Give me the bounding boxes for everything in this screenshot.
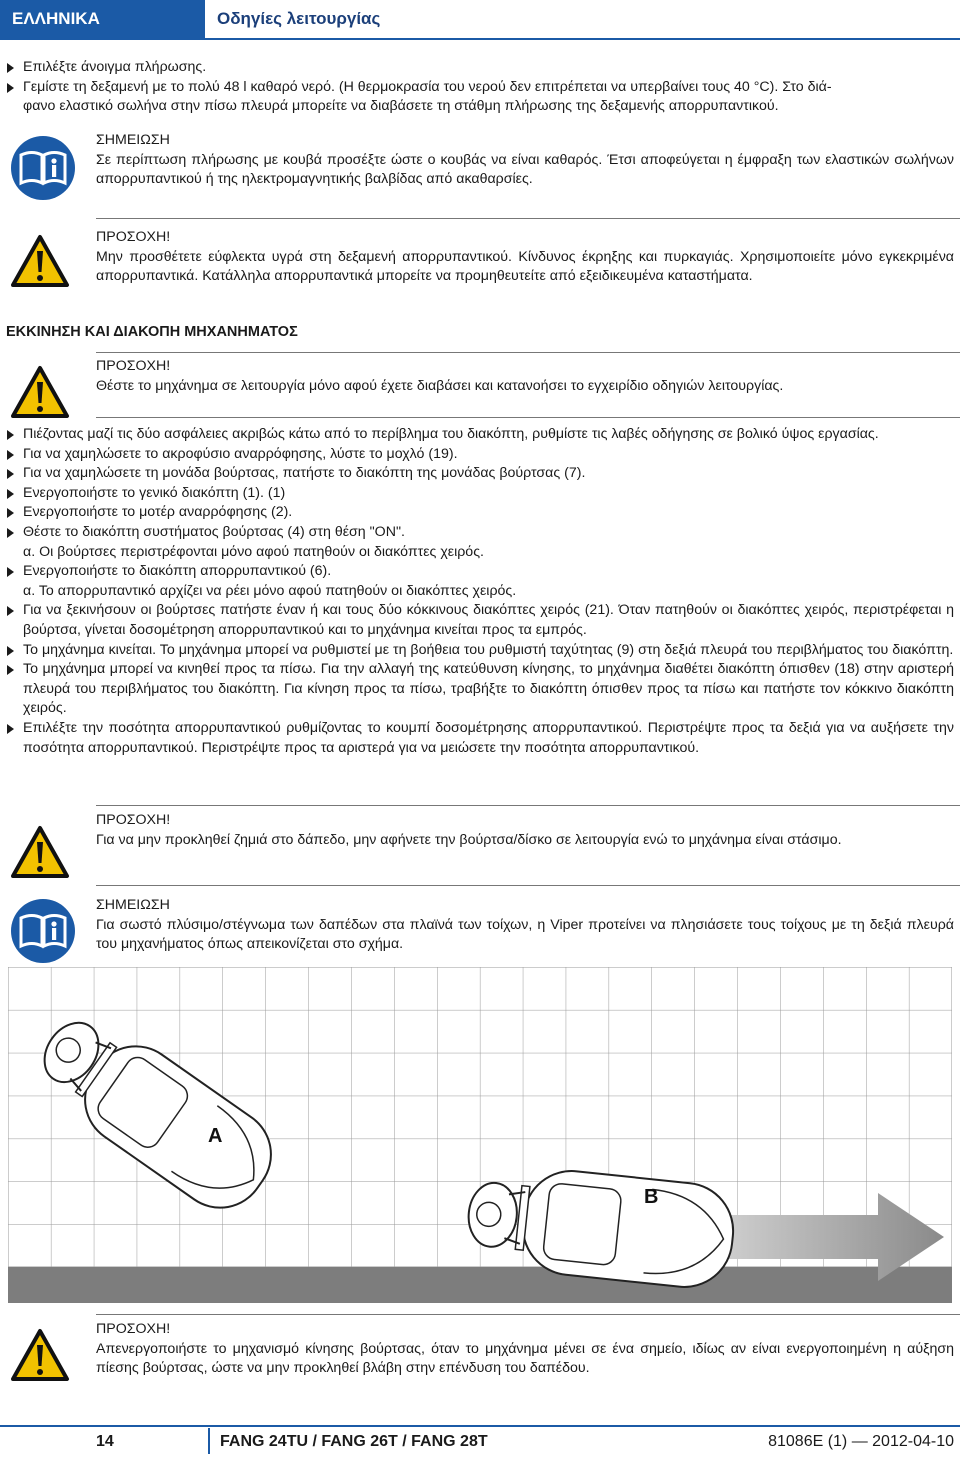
note-title: ΣΗΜΕΙΩΣΗ (96, 132, 170, 148)
divider (96, 218, 960, 219)
section-title: ΕΚΚΙΝΗΣΗ ΚΑΙ ΔΙΑΚΟΠΗ ΜΗΧΑΝΗΜΑΤΟΣ (6, 324, 298, 340)
manual-info-icon (10, 135, 76, 208)
note-text: Για σωστό πλύσιμο/στέγνωμα των δαπέδων στα πλαϊνά των τοίχων, η Viper προτείνει να πλησιάσετε τους τοίχους με τη δεξιά πλευρά του μηχανήματος όπως απεικονίζεται στο σχήμα. (96, 916, 954, 953)
warning-text: Απενεργοποιήστε το μηχανισμό κίνησης βούρτσας, όταν το μηχάνημα μένει σε ένα σημείο, ιδίως αν είναι ενεργοποιημένη η αύξηση πίεσης βούρτσας, ώστε να μην προκληθεί βλάβη στην επένδυση του δαπέδου. (96, 1340, 954, 1377)
divider (96, 805, 960, 806)
divider (96, 1314, 960, 1315)
footer-divider (208, 1428, 210, 1454)
warning-text: Θέστε το μηχάνημα σε λειτουργία μόνο αφού έχετε διαβάσει και κατανοήσει το εγχειρίδιο οδηγιών λειτουργίας. (96, 377, 784, 394)
document-code: 81086E (1) — 2012-04-10 (768, 1433, 954, 1450)
warning-text: Για να μην προκληθεί ζημιά στο δάπεδο, μην αφήνετε την βούρτσα/δίσκο σε λειτουργία ενώ το μηχάνημα είναι στάσιμο. (96, 831, 842, 848)
model-names: FANG 24TU / FANG 26T / FANG 28T (220, 1433, 488, 1450)
manual-info-icon (10, 898, 76, 971)
warning-triangle-icon (10, 234, 70, 295)
wall-approach-figure (8, 967, 952, 1303)
start-steps (0, 425, 960, 758)
label-a: A (208, 1125, 223, 1147)
step-detergent-dose: Επιλέξτε την ποσότητα απορρυπαντικού ρυθμίζοντας το κουμπί δοσομέτρησης απορρυπαντικού. Περιστρέψτε προς τα δεξιά για να αυξήσετε την ποσότητα απορρυπαντικού. Περιστρέψτε προς τα αριστερά για να μειώσετε την ποσότητα απορρυπαντικού. (0, 719, 954, 758)
floor-diagram (8, 967, 952, 1303)
step-fill-tank-cont: φανο ελαστικό σωλήνα στην πίσω πλευρά μπορείτε να διαβάσετε τη στάθμη πλήρωσης της δεξαμενής απορρυπαντικού. (23, 98, 779, 115)
step-main-switch: Ενεργοποιήστε το γενικό διακόπτη (1). (1) (0, 484, 954, 504)
header-title: Οδηγίες λειτουργίας (217, 9, 381, 28)
divider (96, 417, 960, 418)
language-tab: ΕΛΛΗΝΙΚΑ (0, 0, 205, 38)
warning-title: ΠΡΟΣΟΧΗ! (96, 812, 171, 828)
note-title: ΣΗΜΕΙΩΣΗ (96, 897, 170, 913)
intro-steps (0, 58, 960, 117)
warning-triangle-icon (10, 1328, 70, 1389)
header-rule (0, 38, 960, 40)
divider (96, 885, 960, 886)
step-fill-tank: Γεμίστε τη δεξαμενή με το πολύ 48 l καθαρό νερό. (Η θερμοκρασία του νερού δεν επιτρέπεται να υπερβαίνει τους 40 °C). Στο διά- (0, 78, 960, 98)
warning-triangle-icon (10, 825, 70, 886)
warning-title: ΠΡΟΣΟΧΗ! (96, 358, 171, 374)
warning-title: ΠΡΟΣΟΧΗ! (96, 1321, 171, 1337)
wall (8, 1267, 952, 1303)
warning-text: Μην προσθέτετε εύφλεκτα υγρά στη δεξαμενή απορρυπαντικού. Κίνδυνος έκρηξης και πυρκαγιάς. Χρησιμοποιείτε μόνο εγκεκριμένα απορρυπαντικά. Κατάλληλα απορρυπαντικά μπορείτε να προμηθευτείτε από εξειδικευμένα καταστήματα. (96, 248, 954, 285)
step-speed: Το μηχάνημα κινείται. Το μηχάνημα μπορεί να ρυθμιστεί με τη βοήθεια του ρυθμιστή ταχύτητας (9) στη δεξιά πλευρά του περιβλήματος του διακόπτη. (0, 641, 954, 661)
warning-title: ΠΡΟΣΟΧΗ! (96, 229, 171, 245)
step-detergent-switch: Ενεργοποιήστε το διακόπτη απορρυπαντικού (6). (0, 562, 954, 582)
step-brush-switch: Θέστε το διακόπτη συστήματος βούρτσας (4) στη θέση "ON". (0, 523, 954, 543)
step-detergent-note: α. Το απορρυπαντικό αρχίζει να ρέει μόνο αφού πατηθούν οι διακόπτες χειρός. (23, 582, 517, 599)
step-lower-brush: Για να χαμηλώσετε τη μονάδα βούρτσας, πατήστε το διακόπτη της μονάδας βούρτσας (7). (0, 464, 954, 484)
page-number: 14 (96, 1433, 114, 1450)
divider (96, 352, 960, 353)
step-adjust-handles: Πιέζοντας μαζί τις δύο ασφάλειες ακριβώς κάτω από το περίβλημα του διακόπτη, ρυθμίστε τις λαβές οδήγησης σε βολικό ύψος εργασίας. (0, 425, 954, 445)
footer-rule (0, 1425, 960, 1427)
step-vacuum-motor: Ενεργοποιήστε το μοτέρ αναρρόφησης (2). (0, 503, 954, 523)
label-b: B (644, 1186, 659, 1208)
step-open-filler: Επιλέξτε άνοιγμα πλήρωσης. (0, 58, 960, 78)
step-start-brushes: Για να ξεκινήσουν οι βούρτσες πατήστε έναν ή και τους δύο κόκκινους διακόπτες χειρός (21). Όταν πατηθούν οι διακόπτες χειρός, περιστρέφεται η βούρτσα, γίνεται δοσομέτρηση απορρυπαντικού και το μηχάνημα κινείται προς τα εμπρός. (0, 601, 954, 640)
page-header (0, 0, 960, 38)
step-brush-note: α. Οι βούρτσες περιστρέφονται μόνο αφού πατηθούν οι διακόπτες χειρός. (23, 543, 484, 560)
step-reverse: Το μηχάνημα μπορεί να κινηθεί προς τα πίσω. Για την αλλαγή της κατεύθυνση κίνησης, το μηχάνημα διαθέτει διακόπτη όπισθεν (18) στην αριστερή πλευρά του περιβλήματος του διακόπτη. Για κίνηση προς τα πίσω, τραβήξτε το διακόπτη όπισθεν προς τα πίσω και πατήστε τον κόκκινο διακόπτη χειρός. (0, 660, 954, 719)
note-text: Σε περίπτωση πλήρωσης με κουβά προσέξτε ώστε ο κουβάς να είναι καθαρός. Έτσι αποφεύγεται η έμφραξη των ελαστικών σωλήνων απορρυπαντικού ή της ηλεκτρομαγνητικής βαλβίδας από ακαθαρσίες. (96, 151, 954, 188)
warning-triangle-icon (10, 365, 70, 426)
step-lower-squeegee: Για να χαμηλώσετε το ακροφύσιο αναρρόφησης, λύστε το μοχλό (19). (0, 445, 954, 465)
